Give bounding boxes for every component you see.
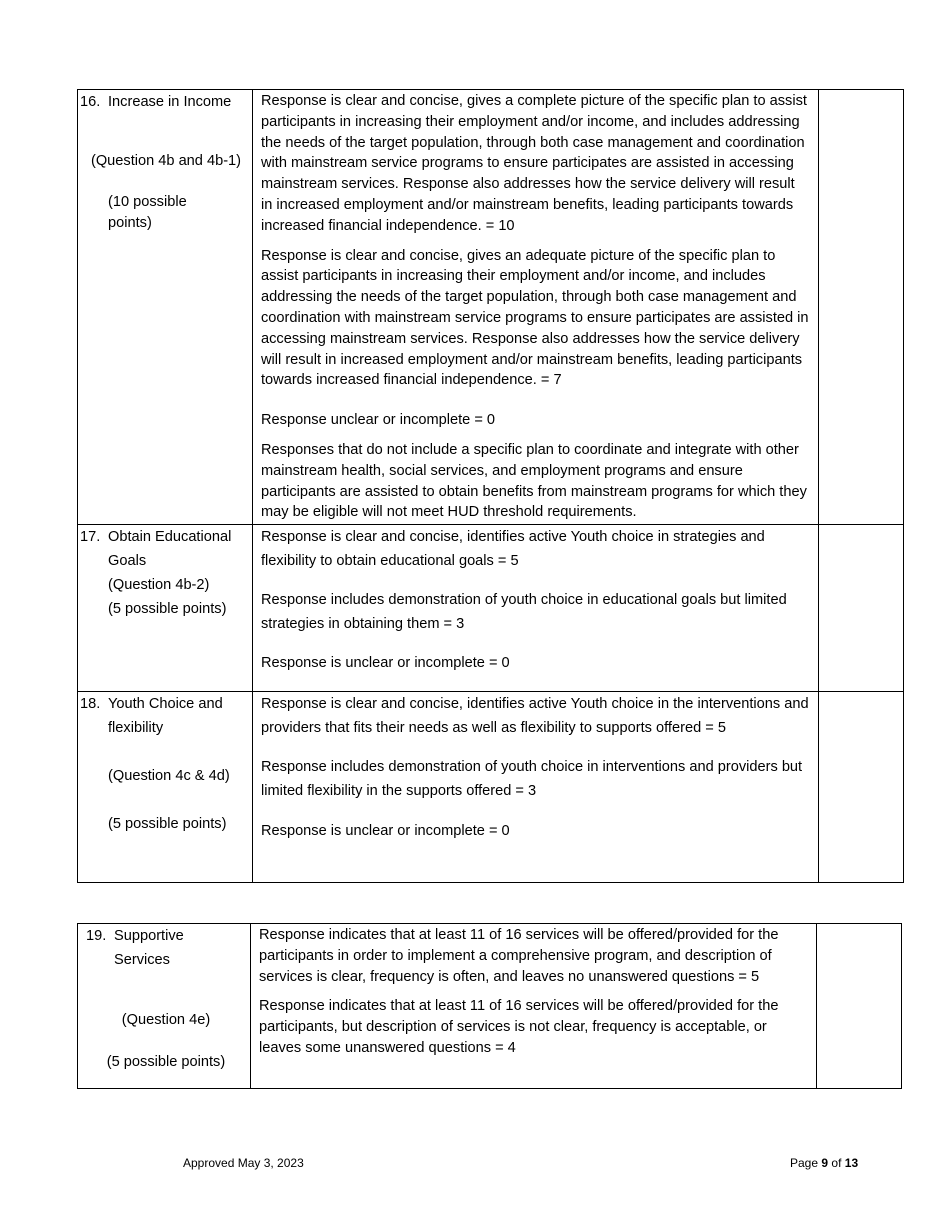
response-text: Response is clear and concise, gives a complete picture of the specific plan to assist participants in increasing their employment and/or income, and includes addressing the needs of the target population, through both case management and coordination with mainstream service programs to ensure participates are assisted in accessing mainstream services. Response also addresses how the service delivery will result in increased employment and/or mainstream benefits, leading participants towards increased financial independence. = 10 [261, 93, 807, 234]
score-cell [819, 692, 904, 883]
score-cell [817, 924, 902, 1089]
footer-page-number [790, 1156, 858, 1170]
response-text: Response is unclear or incomplete = 0 [261, 655, 510, 671]
criterion-title: Obtain Educational Goals [108, 529, 232, 569]
criterion-number: 18. [80, 696, 101, 712]
response-text: Response is clear and concise, identifies active Youth choice in strategies and flexibility to obtain educational goals = 5 [261, 529, 765, 569]
scoring-table-1 [77, 89, 904, 883]
response-text: Response includes demonstration of youth choice in educational goals but limited strategies in obtaining them = 3 [261, 592, 787, 632]
response-text: Response indicates that at least 11 of 16 services will be offered/provided for the participants, but description of services is not clear, frequency is acceptable, or leaves some unanswered questions = 4 [259, 998, 779, 1056]
response-text: Response indicates that at least 11 of 16 services will be offered/provided for the participants in order to implement a comprehensive program, and description of services is clear, frequency is often, and leaves no unanswered questions = 5 [259, 927, 779, 985]
criterion-cell [78, 90, 253, 525]
page-total: 13 [844, 1156, 859, 1170]
criterion-number: 17. [80, 529, 101, 545]
criterion-cell [78, 924, 251, 1089]
criterion-points: (5 possible points) [108, 601, 227, 617]
criterion-cell [78, 692, 253, 883]
criterion-question: (Question 4b and 4b-1) [90, 153, 242, 169]
page-current: 9 [821, 1156, 829, 1170]
criterion-points: (5 possible points) [106, 1054, 226, 1070]
response-cell [253, 525, 819, 692]
page-of-label: of [831, 1156, 842, 1170]
criterion-title: Supportive Services [114, 928, 184, 968]
response-text: Response unclear or incomplete = 0 [261, 412, 496, 429]
criterion-question: (Question 4b-2) [108, 577, 210, 593]
score-cell [819, 525, 904, 692]
response-cell [251, 924, 817, 1089]
criterion-number: 16. [80, 94, 101, 110]
score-cell [819, 90, 904, 525]
criterion-question: (Question 4e) [121, 1012, 211, 1028]
criterion-question: (Question 4c & 4d) [108, 768, 230, 784]
criterion-number: 19. [86, 928, 107, 944]
table-row-19 [78, 924, 902, 1089]
table-row-17 [78, 525, 904, 692]
table-row-16 [78, 90, 904, 525]
response-text: Responses that do not include a specific plan to coordinate and integrate with other mainstream health, social services, and employment programs and ensure participants are assisted to obtain benefits from mainstream programs for which they may be eligible will not meet HUD threshold requirements. [261, 441, 807, 521]
criterion-title: Increase in Income [108, 94, 232, 110]
response-text: Response includes demonstration of youth choice in interventions and providers but limited flexibility in the supports offered = 3 [261, 759, 803, 799]
criterion-title: Youth Choice and flexibility [108, 696, 223, 736]
response-text: Response is unclear or incomplete = 0 [261, 823, 510, 839]
criterion-points: (5 possible points) [108, 816, 227, 832]
criterion-points: (10 possible points) [108, 194, 187, 231]
response-cell [253, 692, 819, 883]
response-text: Response is clear and concise, identifies active Youth choice in the interventions and providers that fits their needs as well as flexibility to supports offered = 5 [261, 696, 809, 736]
scoring-table-2 [77, 923, 902, 1089]
footer-approved-date: Approved May 3, 2023 [183, 1156, 304, 1170]
response-cell [253, 90, 819, 525]
response-text: Response is clear and concise, gives an adequate picture of the specific plan to assist participants in increasing their employment and/or income, and includes addressing the needs of the target population, through both case management and coordination with mainstream service programs to ensure participates are assisted in accessing mainstream services. Response also addresses how the service delivery will result in increased employment and/or mainstream benefits, leading participants towards increased financial independence. = 7 [261, 247, 809, 389]
table-row-18 [78, 692, 904, 883]
criterion-cell [78, 525, 253, 692]
page-label: Page [790, 1156, 819, 1170]
